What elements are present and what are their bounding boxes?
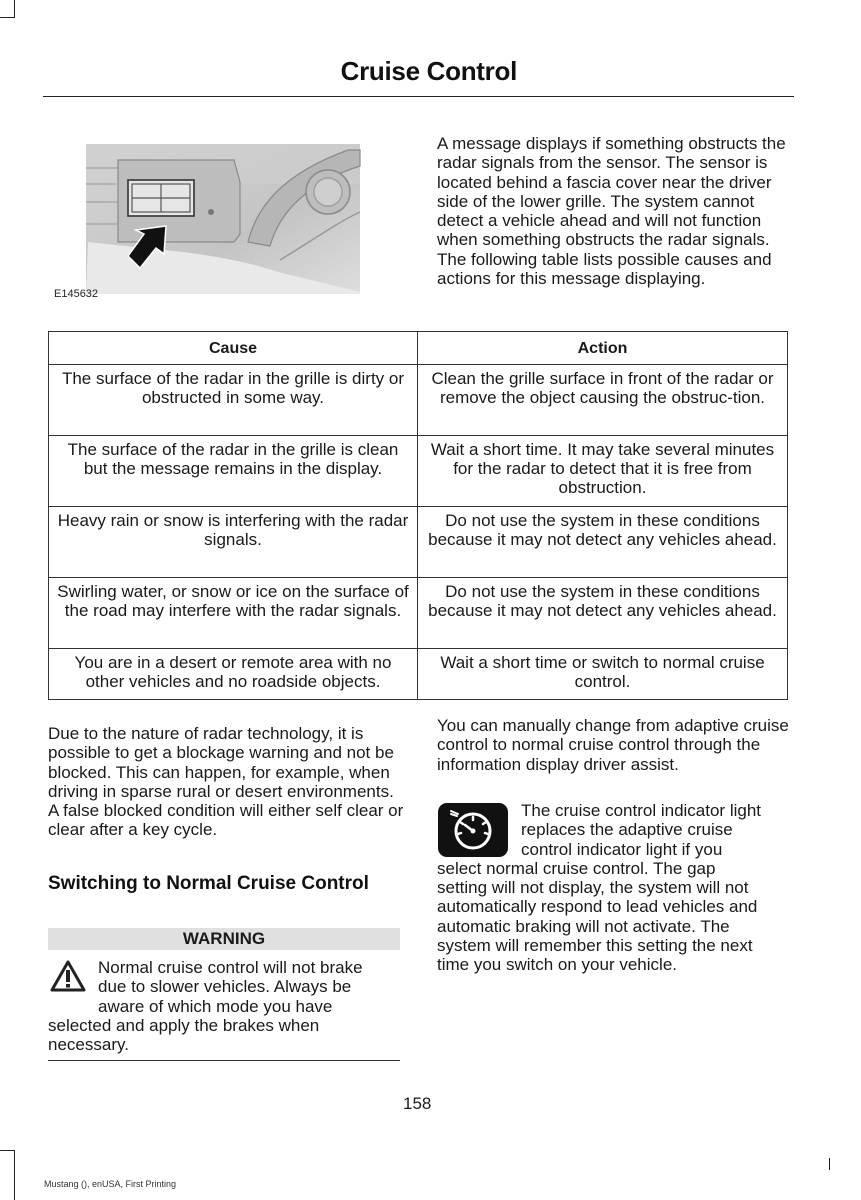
warning-line: Normal cruise control will not brake — [98, 958, 363, 977]
indicator-line: The cruise control indicator light — [521, 801, 762, 820]
cause-header: Cause — [49, 332, 418, 365]
title-divider — [43, 96, 794, 97]
indicator-line: setting will not display, the system will not — [437, 878, 749, 898]
crop-mark — [14, 0, 15, 18]
cause-action-table — [48, 331, 788, 700]
warning-banner: WARNING — [48, 928, 400, 950]
table-row — [49, 578, 788, 649]
section-heading: Switching to Normal Cruise Control — [48, 873, 369, 894]
warning-line: aware of which mode you have — [98, 996, 333, 1016]
page-title: Cruise Control — [340, 56, 517, 86]
table-header-row — [49, 332, 788, 365]
warning-text — [48, 958, 400, 1054]
crop-mark — [0, 17, 15, 18]
figure-label: E145632 — [54, 288, 99, 300]
page-number: 158 — [403, 1094, 432, 1113]
crop-mark — [829, 1158, 830, 1170]
indicator-line: replaces the adaptive cruise — [521, 820, 733, 840]
warning-triangle-icon — [48, 958, 88, 994]
crop-mark — [0, 1150, 15, 1151]
manual-switch-paragraph: You can manually change from adaptive cruise control to normal cruise control through the information display driver assist. — [437, 716, 789, 774]
action-cell: Clean the grille surface in front of the radar or remove the object causing the obstruc-tion. — [418, 365, 788, 436]
action-cell: Wait a short time or switch to normal cruise control. — [418, 649, 788, 700]
radar-blockage-paragraph: Due to the nature of radar technology, it is possible to get a blockage warning and not be blocked. This can happen, for example, when driving in sparse rural or desert environments. A false blocked condition will either self clear or clear after a key cycle. — [48, 724, 404, 840]
table-row — [49, 365, 788, 436]
table-row — [49, 649, 788, 700]
indicator-line: time you switch on your vehicle. — [437, 955, 677, 975]
table-row — [49, 507, 788, 578]
action-header: Action — [418, 332, 788, 365]
cause-cell: Heavy rain or snow is interfering with the radar signals. — [49, 507, 418, 578]
indicator-line: select normal cruise control. The gap — [437, 858, 716, 878]
intro-paragraph: A message displays if something obstructs the radar signals from the sensor. The sensor is located behind a fascia cover near the driver side of the lower grille. The system cannot detect a vehicle ahead and will not function when something obstructs the radar signals. The following table lists possible causes and actions for this message displaying. — [437, 134, 786, 289]
cause-cell: You are in a desert or remote area with no other vehicles and no roadside objects. — [49, 649, 418, 700]
table-row — [49, 436, 788, 507]
indicator-line: automatically respond to lead vehicles and — [437, 897, 758, 917]
cause-cell: Swirling water, or snow or ice on the surface of the road may interfere with the radar signals. — [49, 578, 418, 649]
radar-sensor-figure — [48, 132, 418, 304]
indicator-light-text — [437, 801, 791, 975]
action-cell: Wait a short time. It may take several minutes for the radar to detect that it is free from obstruction. — [418, 436, 788, 507]
cause-cell: The surface of the radar in the grille is dirty or obstructed in some way. — [49, 365, 418, 436]
warning-line: selected and apply the brakes when — [48, 1015, 320, 1035]
radar-sensor-illustration — [48, 132, 418, 304]
indicator-line: control indicator light if you — [521, 839, 723, 859]
crop-mark — [14, 1150, 15, 1200]
action-cell: Do not use the system in these conditions because it may not detect any vehicles ahead. — [418, 578, 788, 649]
action-cell: Do not use the system in these conditions because it may not detect any vehicles ahead. — [418, 507, 788, 578]
warning-line: necessary. — [48, 1035, 129, 1055]
cause-cell: The surface of the radar in the grille is clean but the message remains in the display. — [49, 436, 418, 507]
warning-divider — [48, 1060, 400, 1061]
indicator-line: system will remember this setting the next — [437, 936, 753, 956]
indicator-line: automatic braking will not activate. The — [437, 916, 730, 936]
warning-line: due to slower vehicles. Always be — [98, 977, 352, 997]
publication-footer: Mustang (), enUSA, First Printing — [44, 1179, 177, 1189]
